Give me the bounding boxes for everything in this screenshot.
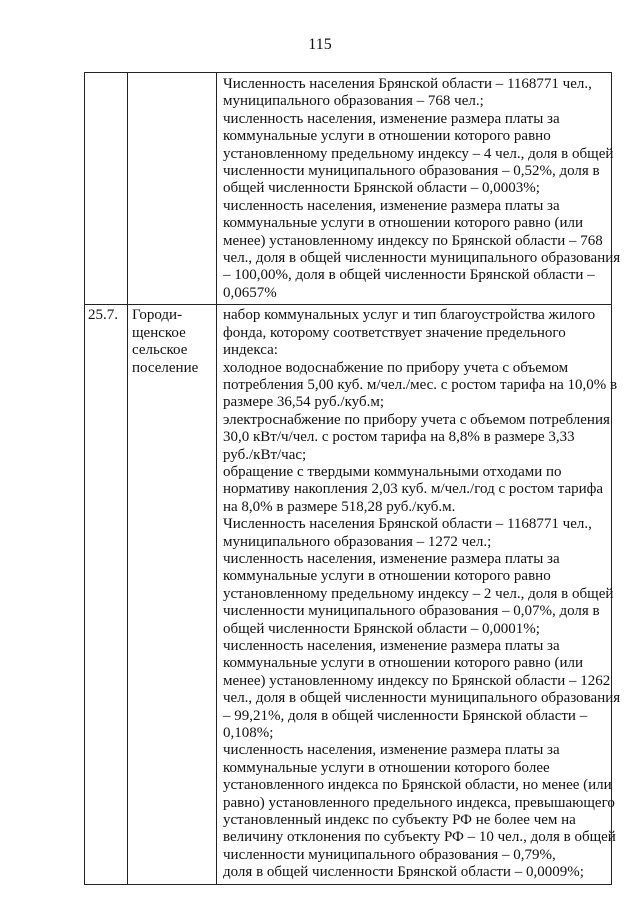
text-line: коммунальные услуги в отношении которого равно (или: [223, 215, 583, 232]
text-line: установленный индекс по субъекту РФ не более чем на: [223, 812, 576, 829]
page-number: 115: [308, 36, 332, 53]
text-line: индекса:: [223, 342, 278, 359]
text-line: установленному предельному индексу – 2 чел., доля в общей: [223, 585, 614, 602]
text-line: набор коммунальных услуг и тип благоустройства жилого: [223, 307, 596, 324]
municipality-name-cell: [128, 305, 217, 884]
description-cell: [217, 305, 621, 884]
text-line: 0,0657%: [223, 284, 277, 301]
text-line: менее) установленному индексу по Брянской области – 768: [223, 232, 603, 249]
municipality-name-cell: [128, 73, 217, 305]
text-line: численности муниципального образования – 0,07%, доля в: [223, 603, 600, 620]
text-line: общей численности Брянской области – 0,0003%;: [223, 180, 540, 197]
municipality-name-line: поселение: [132, 359, 199, 376]
text-line: руб./кВт/час;: [223, 446, 307, 463]
text-line: нормативу накопления 2,03 куб. м/чел./год с ростом тарифа: [223, 481, 604, 498]
row-number: 25.7.: [88, 307, 118, 324]
text-line: численность населения, изменение размера платы за: [223, 742, 560, 759]
text-line: коммунальные услуги в отношении которого равно: [223, 568, 551, 585]
text-line: коммунальные услуги в отношении которого более: [223, 759, 550, 776]
text-line: – 99,21%, доля в общей численности Брянской области –: [223, 707, 588, 724]
text-line: численность населения, изменение размера платы за: [223, 110, 560, 127]
text-line: установленному предельному индексу – 4 чел., доля в общей: [223, 145, 614, 162]
municipality-name-line: сельское: [132, 342, 188, 359]
text-line: коммунальные услуги в отношении которого равно: [223, 128, 551, 145]
text-line: 0,108%;: [223, 725, 274, 742]
text-line: общей численности Брянской области – 0,0001%;: [223, 620, 540, 637]
text-line: на 8,0% в размере 518,28 руб./куб.м.: [223, 498, 456, 515]
text-line: обращение с твердыми коммунальными отходами по: [223, 463, 562, 480]
text-line: численность населения, изменение размера платы за: [223, 550, 560, 567]
text-line: Численность населения Брянской области – 1168771 чел.,: [223, 76, 592, 92]
text-line: численности муниципального образования – 0,79%,: [223, 846, 556, 863]
text-line: холодное водоснабжение по прибору учета с объемом: [223, 359, 569, 376]
text-line: размере 36,54 руб./куб.м;: [223, 394, 385, 411]
row-number-cell: [85, 73, 128, 305]
row-number-cell: [85, 305, 128, 884]
text-line: численности муниципального образования – 0,52%, доля в: [223, 163, 600, 180]
text-line: – 100,00%, доля в общей численности Брянской области –: [223, 267, 595, 284]
text-line: величину отклонения по субъекту РФ – 10 чел., доля в общей: [223, 829, 616, 846]
text-line: потребления 5,00 куб. м/чел./мес. с ростом тарифа на 10,0% в: [223, 376, 618, 393]
municipality-name-line: Городи-: [132, 307, 183, 324]
municipal-data-table: [84, 72, 621, 885]
text-line: Численность населения Брянской области – 1168771 чел.,: [223, 516, 592, 533]
text-line: доля в общей численности Брянской области – 0,0009%;: [223, 864, 584, 881]
text-line: менее) установленному индексу по Брянской области – 1262: [223, 672, 611, 689]
description-cell: [217, 73, 621, 305]
text-line: чел., доля в общей численности муниципального образования: [223, 250, 621, 267]
text-line: численность населения, изменение размера платы за: [223, 197, 560, 214]
text-line: равно) установленного предельного индекса, превышающего: [223, 794, 615, 811]
municipality-name-line: щенское: [132, 324, 186, 341]
text-line: фонда, которому соответствует значение предельного: [223, 324, 566, 341]
text-line: муниципального образования – 768 чел.;: [223, 93, 484, 110]
text-line: чел., доля в общей численности муниципального образования: [223, 690, 621, 707]
text-line: муниципального образования – 1272 чел.;: [223, 533, 492, 550]
text-line: электроснабжение по прибору учета с объемом потребления: [223, 411, 610, 428]
text-line: коммунальные услуги в отношении которого равно (или: [223, 655, 583, 672]
text-line: установленного индекса по Брянской области, но менее (или: [223, 777, 612, 794]
text-line: 30,0 кВт/ч/чел. с ростом тарифа на 8,8% в размере 3,33: [223, 429, 575, 446]
text-line: численность населения, изменение размера платы за: [223, 638, 560, 654]
table-row: [85, 305, 612, 884]
table-row: [85, 73, 612, 305]
